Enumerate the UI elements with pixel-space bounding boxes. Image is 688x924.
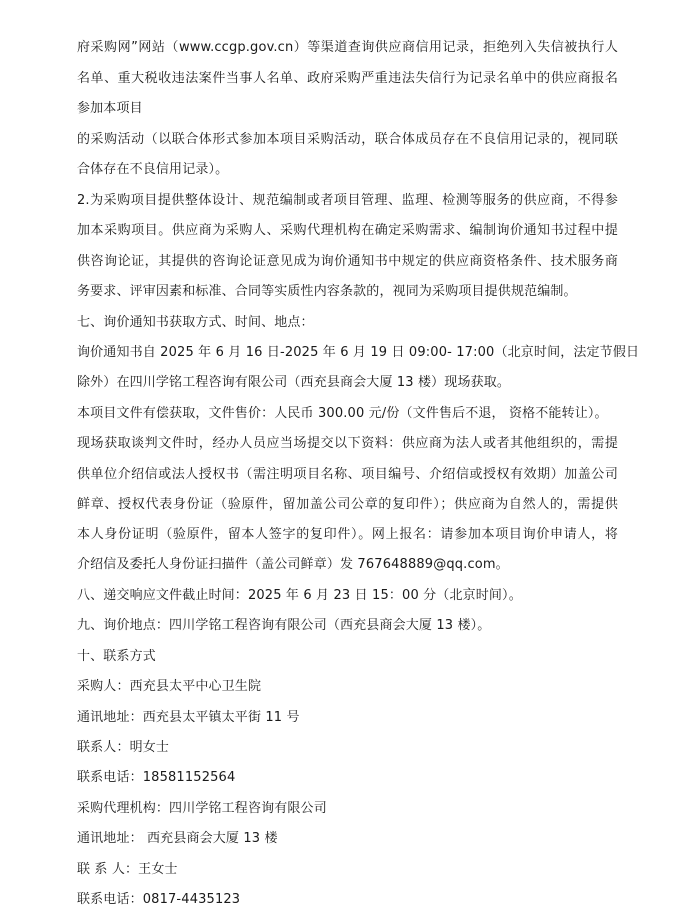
paragraph-line: 供单位介绍信或法人授权书（需注明项目名称、项目编号、介绍信或授权有效期）加盖公司 xyxy=(77,467,618,482)
contact-line: 通讯地址：西充县太平镇太平街 11 号 xyxy=(77,710,300,725)
paragraph-line: 现场获取谈判文件时，经办人员应当场提交以下资料：供应商为法人或者其他组织的，需提 xyxy=(77,436,618,451)
paragraph-line: 询价通知书自 2025 年 6 月 16 日-2025 年 6 月 19 日 09:00- 17:00（北京时间，法定节假日 xyxy=(77,345,640,360)
paragraph-line: 合体存在不良信用记录）。 xyxy=(77,162,229,177)
contact-line: 采购代理机构：四川学铭工程咨询有限公司 xyxy=(77,801,327,816)
paragraph-line: 本人身份证明（验原件，留本人签字的复印件）。网上报名：请参加本项目询价申请人，将 xyxy=(77,527,618,542)
paragraph-line: 介绍信及委托人身份证扫描件（盖公司鲜章）发 767648889@qq.com。 xyxy=(77,557,509,572)
paragraph-line: 鲜章、授权代表身份证（验原件，留加盖公司公章的复印件）；供应商为自然人的，需提供 xyxy=(77,497,618,512)
contact-line: 联系电话：0817-4435123 xyxy=(77,892,241,907)
paragraph-line: 名单、重大税收违法案件当事人名单、政府采购严重违法失信行为记录名单中的供应商报名 xyxy=(77,71,618,86)
paragraph-line: 参加本项目 xyxy=(77,101,143,116)
contact-line: 联系电话：18581152564 xyxy=(77,770,236,785)
paragraph-line: 本项目文件有偿获取，文件售价：人民币 300.00 元/份（文件售后不退， 资格不能转让）。 xyxy=(77,406,608,421)
paragraph-line: 务要求、评审因素和标准、合同等实质性内容条款的，视同为采购项目提供规范编制。 xyxy=(77,284,577,299)
paragraph-line: 2.为采购项目提供整体设计、规范编制或者项目管理、监理、检测等服务的供应商，不得参 xyxy=(77,193,618,208)
section-heading: 八、递交响应文件截止时间：2025 年 6 月 23 日 15：00 分（北京时间）。 xyxy=(77,588,522,603)
section-heading: 九、询价地点：四川学铭工程咨询有限公司（西充县商会大厦 13 楼）。 xyxy=(77,618,491,633)
section-heading: 七、询价通知书获取方式、时间、地点： xyxy=(77,315,314,330)
contact-line: 采购人：西充县太平中心卫生院 xyxy=(77,679,262,694)
paragraph-line: 的采购活动（以联合体形式参加本项目采购活动，联合体成员存在不良信用记录的，视同联 xyxy=(77,132,618,147)
paragraph-line: 供咨询论证，其提供的咨询论证意见成为询价通知书中规定的供应商资格条件、技术服务商 xyxy=(77,254,618,269)
contact-line: 联系人：明女士 xyxy=(77,740,170,755)
contact-line: 通讯地址： 西充县商会大厦 13 楼 xyxy=(77,831,278,846)
paragraph-line: 加本采购项目。供应商为采购人、采购代理机构在确定采购需求、编制询价通知书过程中提 xyxy=(77,223,618,238)
paragraph-line: 府采购网”网站（www.ccgp.gov.cn）等渠道查询供应商信用记录，拒绝列入失信被执行人 xyxy=(77,40,618,55)
paragraph-line: 除外）在四川学铭工程咨询有限公司（西充县商会大厦 13 楼）现场获取。 xyxy=(77,375,511,390)
section-heading: 十、联系方式 xyxy=(77,649,156,664)
contact-line: 联 系 人：王女士 xyxy=(77,862,178,877)
